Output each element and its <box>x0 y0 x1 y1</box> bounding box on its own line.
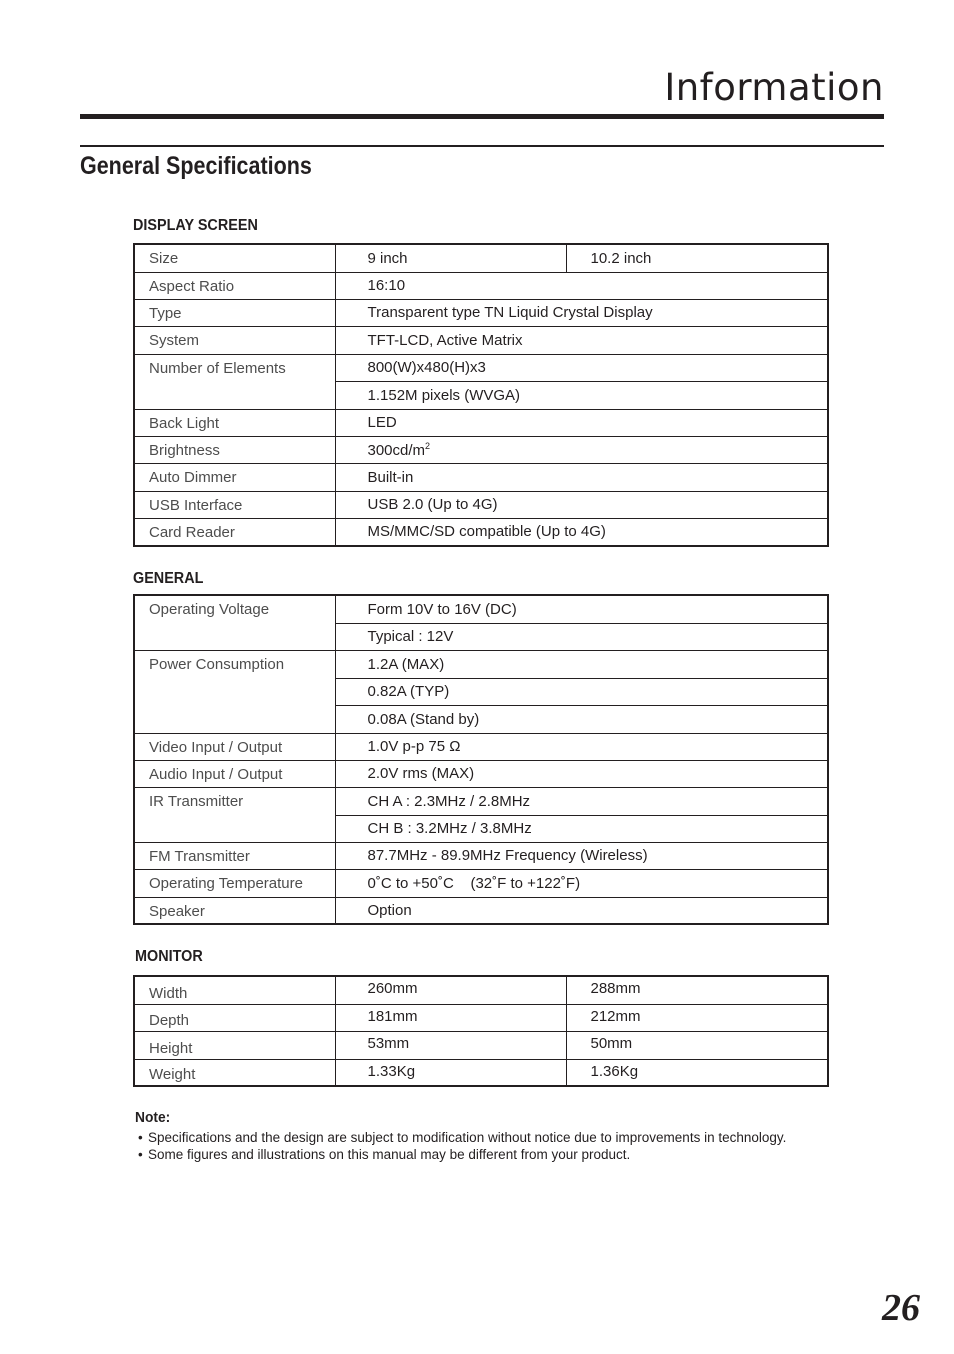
brightness-value: 300cd/m <box>367 441 426 459</box>
spec-label-aspect-ratio: Aspect Ratio <box>134 272 335 299</box>
spec-value-depth-2: 212mm <box>566 1004 828 1031</box>
table-row <box>134 787 828 815</box>
spec-value-auto-dimmer: Built-in <box>335 463 828 491</box>
table-row <box>134 436 828 463</box>
spec-value-brightness <box>335 436 828 463</box>
table-row <box>134 842 828 869</box>
table-row <box>134 1059 828 1086</box>
spec-label-system: System <box>134 326 335 354</box>
spec-value-elements-1: 800(W)x480(H)x3 <box>335 354 828 381</box>
spec-label-type: Type <box>134 299 335 326</box>
spec-label-back-light: Back Light <box>134 409 335 436</box>
spec-label-auto-dimmer: Auto Dimmer <box>134 463 335 491</box>
spec-value-back-light: LED <box>335 409 828 436</box>
spec-value-fm: 87.7MHz - 89.9MHz Frequency (Wireless) <box>335 842 828 869</box>
table-row <box>134 491 828 518</box>
spec-label-temperature: Operating Temperature <box>134 869 335 897</box>
spec-value-width-2: 288mm <box>566 976 828 1004</box>
table-row <box>134 409 828 436</box>
table-row <box>134 976 828 1004</box>
spec-label-usb: USB Interface <box>134 491 335 518</box>
spec-value-weight-1: 1.33Kg <box>335 1059 566 1086</box>
page-number: 26 <box>882 1287 920 1329</box>
spec-label-brightness: Brightness <box>134 436 335 463</box>
spec-value-speaker: Option <box>335 897 828 924</box>
spec-label-size: Size <box>134 244 335 272</box>
table-row <box>134 1031 828 1059</box>
spec-label-depth: Depth <box>134 1004 335 1031</box>
table-row <box>134 733 828 760</box>
spec-label-elements: Number of Elements <box>134 354 335 409</box>
spec-label-width: Width <box>134 976 335 1004</box>
spec-value-type: Transparent type TN Liquid Crystal Display <box>335 299 828 326</box>
spec-label-card-reader: Card Reader <box>134 518 335 546</box>
table-row <box>134 650 828 678</box>
spec-label-ir: IR Transmitter <box>134 787 335 842</box>
monitor-table <box>133 975 829 1087</box>
display-screen-table <box>133 243 829 547</box>
spec-label-weight: Weight <box>134 1059 335 1086</box>
note-text: Specifications and the design are subject to modification without notice due to improvements in technology. <box>148 1130 787 1145</box>
spec-value-video: 1.0V p-p 75 Ω <box>335 733 828 760</box>
table-row <box>134 1004 828 1031</box>
spec-value-weight-2: 1.36Kg <box>566 1059 828 1086</box>
table-row <box>134 354 828 381</box>
spec-label-fm: FM Transmitter <box>134 842 335 869</box>
spec-value-audio: 2.0V rms (MAX) <box>335 760 828 787</box>
spec-value-card-reader: MS/MMC/SD compatible (Up to 4G) <box>335 518 828 546</box>
spec-value-elements-2: 1.152M pixels (WVGA) <box>335 381 828 409</box>
note-bullet: • <box>138 1130 143 1145</box>
spec-value-usb: USB 2.0 (Up to 4G) <box>335 491 828 518</box>
spec-label-speaker: Speaker <box>134 897 335 924</box>
spec-value-height-1: 53mm <box>335 1031 566 1059</box>
section-title: General Specifications <box>80 152 312 180</box>
table-row <box>134 897 828 924</box>
spec-value-aspect-ratio: 16:10 <box>335 272 828 299</box>
spec-value-voltage-1: Form 10V to 16V (DC) <box>335 595 828 623</box>
note-item <box>138 1130 786 1145</box>
table-row <box>134 244 828 272</box>
table-row <box>134 326 828 354</box>
spec-label-voltage: Operating Voltage <box>134 595 335 650</box>
table-row <box>134 299 828 326</box>
spec-value-voltage-2: Typical : 12V <box>335 623 828 650</box>
note-bullet: • <box>138 1147 143 1162</box>
note-text: Some figures and illustrations on this manual may be different from your product. <box>148 1147 631 1162</box>
header-rule-thick <box>80 114 884 119</box>
spec-value-power-2: 0.82A (TYP) <box>335 678 828 705</box>
general-label: GENERAL <box>133 570 204 587</box>
monitor-label: MONITOR <box>135 948 203 965</box>
note-item <box>138 1147 630 1162</box>
spec-label-power: Power Consumption <box>134 650 335 733</box>
brightness-superscript: 2 <box>425 440 431 451</box>
spec-value-ir-1: CH A : 2.3MHz / 2.8MHz <box>335 787 828 815</box>
table-row <box>134 760 828 787</box>
general-table <box>133 594 829 925</box>
table-row <box>134 463 828 491</box>
spec-value-size-9: 9 inch <box>335 244 566 272</box>
display-screen-label: DISPLAY SCREEN <box>133 217 258 234</box>
table-row <box>134 272 828 299</box>
header-rule-thin <box>80 145 884 147</box>
spec-value-size-10: 10.2 inch <box>566 244 828 272</box>
page-header-title: Information <box>664 66 884 109</box>
spec-label-video: Video Input / Output <box>134 733 335 760</box>
spec-value-depth-1: 181mm <box>335 1004 566 1031</box>
spec-value-power-1: 1.2A (MAX) <box>335 650 828 678</box>
spec-value-width-1: 260mm <box>335 976 566 1004</box>
note-title: Note: <box>135 1109 171 1126</box>
table-row <box>134 595 828 623</box>
spec-label-height: Height <box>134 1031 335 1059</box>
spec-value-power-3: 0.08A (Stand by) <box>335 705 828 733</box>
spec-label-audio: Audio Input / Output <box>134 760 335 787</box>
table-row <box>134 869 828 897</box>
spec-value-ir-2: CH B : 3.2MHz / 3.8MHz <box>335 815 828 842</box>
spec-value-system: TFT-LCD, Active Matrix <box>335 326 828 354</box>
spec-value-height-2: 50mm <box>566 1031 828 1059</box>
spec-value-temperature: 0˚C to +50˚C (32˚F to +122˚F) <box>335 869 828 897</box>
table-row <box>134 518 828 546</box>
